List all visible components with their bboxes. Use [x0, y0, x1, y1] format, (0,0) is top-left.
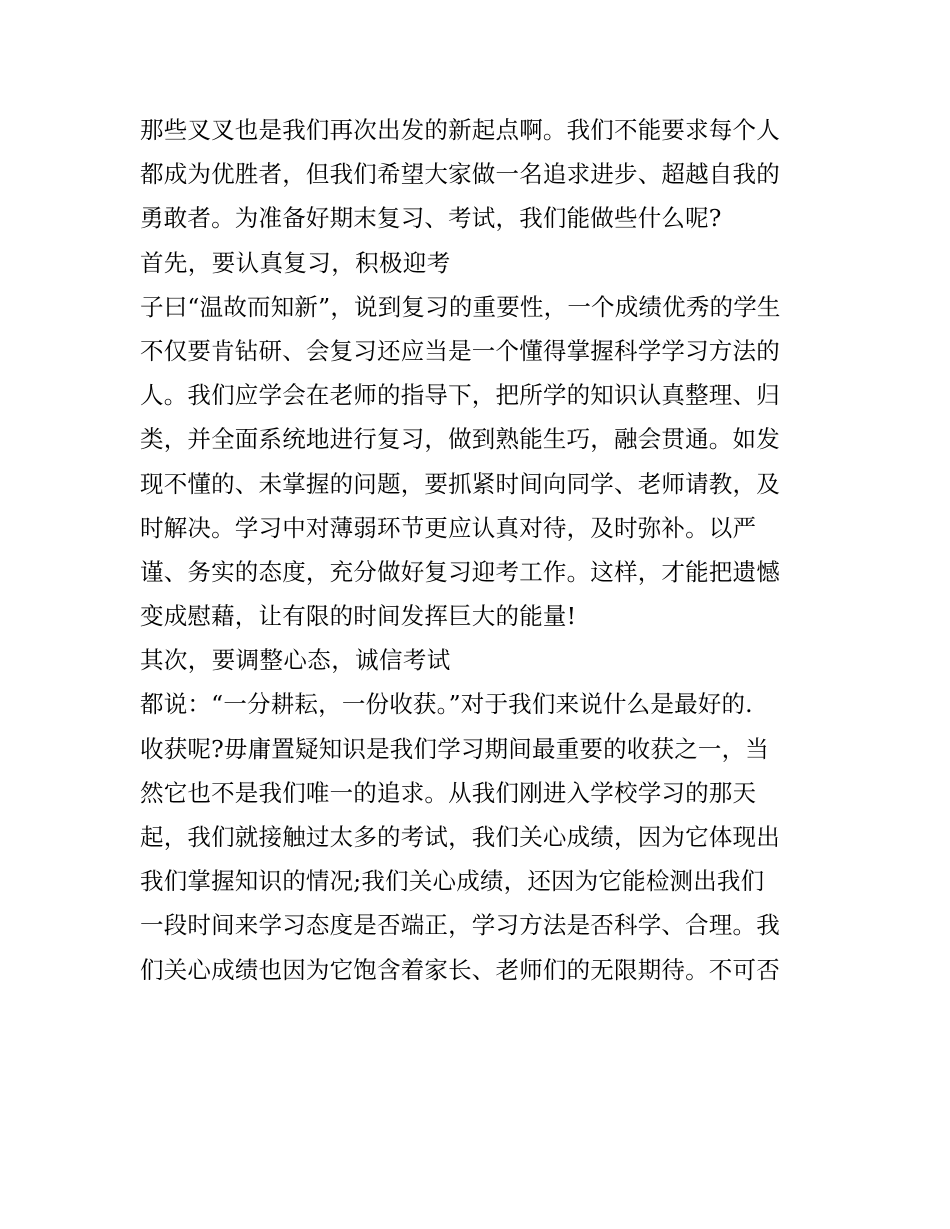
- section-heading: 首先，要认真复习，积极迎考: [140, 248, 451, 277]
- text-line: 都成为优胜者，但我们希望大家做一名追求进步、超越自我的: [140, 160, 780, 189]
- text-line: 类，并全面系统地进行复习，做到熟能生巧，融会贯通。如发: [140, 425, 780, 454]
- text-line: 我们掌握知识的情况;我们关心成绩，还因为它能检测出我们: [140, 867, 765, 896]
- text-line: 谨、务实的态度，充分做好复习迎考工作。这样，才能把遗憾: [140, 557, 780, 586]
- text-line: 起，我们就接触过太多的考试，我们关心成绩，因为它体现出: [140, 823, 780, 851]
- text-line: 收获呢?毋庸置疑知识是我们学习期间最重要的收获之一，当: [140, 734, 769, 763]
- text-line: 变成慰藉，让有限的时间发挥巨大的能量!: [140, 602, 577, 631]
- text-line: 都说：“一分耕耘，一份收获。”对于我们来说什么是最好的.: [140, 690, 753, 719]
- text-line: 现不懂的、未掌握的问题，要抓紧时间向同学、老师请教，及: [140, 469, 780, 498]
- body-text: [140, 108, 830, 992]
- text-line: 然它也不是我们唯一的追求。从我们刚进入学校学习的那天: [140, 778, 757, 807]
- section-heading: 其次，要调整心态，诚信考试: [140, 646, 451, 675]
- text-line: 一段时间来学习态度是否端正，学习方法是否科学、合理。我: [140, 911, 780, 940]
- text-line: 那些叉叉也是我们再次出发的新起点啊。我们不能要求每个人: [140, 116, 780, 144]
- text-line: 子曰“温故而知新”，说到复习的重要性，一个成绩优秀的学生: [140, 292, 781, 321]
- text-line: 不仅要肯钻研、会复习还应当是一个懂得掌握科学学习方法的: [140, 336, 780, 365]
- text-line: 时解决。学习中对薄弱环节更应认真对待，及时弥补。以严: [140, 513, 757, 542]
- text-line: 勇敢者。为准备好期末复习、考试，我们能做些什么呢?: [140, 204, 722, 233]
- text-line: 人。我们应学会在老师的指导下，把所学的知识认真整理、归: [140, 381, 780, 410]
- text-line: 们关心成绩也因为它饱含着家长、老师们的无限期待。不可否: [140, 955, 780, 984]
